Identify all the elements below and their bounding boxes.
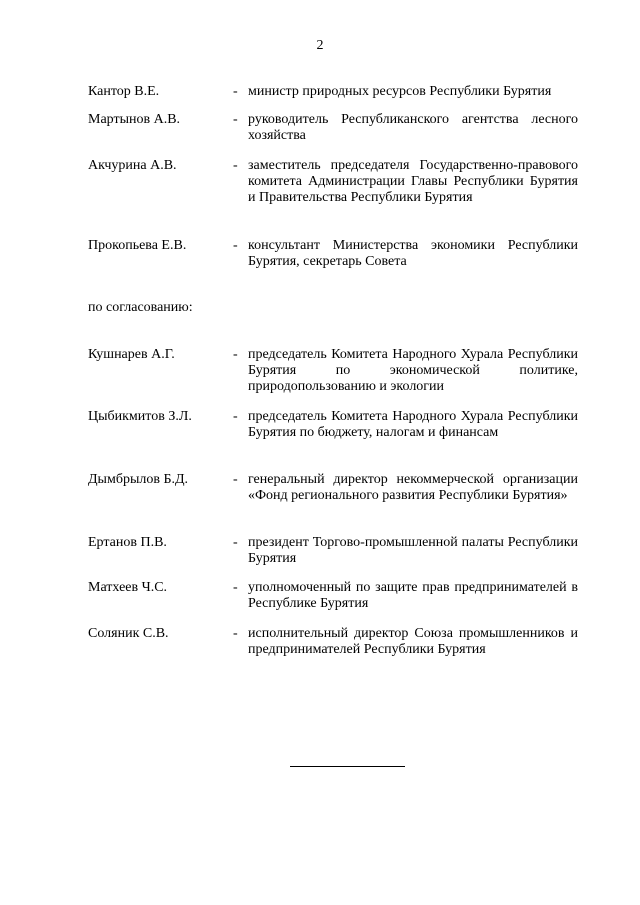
closing-rule	[290, 766, 405, 767]
member-dash: -	[233, 626, 238, 641]
member-role: исполнительный директор Союза промышленников и предпринимателей Республики Бурятия	[248, 626, 578, 657]
section-label: по согласованию:	[88, 300, 193, 315]
member-dash: -	[233, 158, 238, 173]
member-dash: -	[233, 472, 238, 487]
member-name: Цыбикмитов З.Л.	[88, 409, 192, 424]
member-role: президент Торгово-промышленной палаты Республики Бурятия	[248, 535, 578, 566]
member-dash: -	[233, 84, 238, 99]
member-role: председатель Комитета Народного Хурала Республики Бурятия по бюджету, налогам и финансам	[248, 409, 578, 440]
member-name: Дымбрылов Б.Д.	[88, 472, 189, 487]
member-dash: -	[233, 535, 238, 550]
member-dash: -	[233, 112, 238, 127]
member-name: Мартынов А.В.	[88, 112, 181, 127]
member-name: Кантор В.Е.	[88, 84, 160, 99]
member-dash: -	[233, 409, 238, 424]
member-role: заместитель председателя Государственно-правового комитета Администрации Главы Республики Бурятия и Правительства Республики Бурятия	[248, 158, 578, 205]
member-name: Прокопьева Е.В.	[88, 238, 187, 253]
member-role: консультант Министерства экономики Республики Бурятия, секретарь Совета	[248, 238, 578, 269]
member-dash: -	[233, 238, 238, 253]
member-name: Соляник С.В.	[88, 626, 169, 641]
member-name: Матхеев Ч.С.	[88, 580, 168, 595]
member-dash: -	[233, 347, 238, 362]
member-role: председатель Комитета Народного Хурала Республики Бурятия по экономической политике, природопользованию и экологии	[248, 347, 578, 394]
page-number: 2	[316, 38, 324, 53]
member-name: Акчурина А.В.	[88, 158, 177, 173]
member-role: генеральный директор некоммерческой организации «Фонд регионального развития Республики Бурятия»	[248, 472, 578, 503]
member-role: руководитель Республиканского агентства лесного хозяйства	[248, 112, 578, 143]
member-name: Ертанов П.В.	[88, 535, 167, 550]
member-dash: -	[233, 580, 238, 595]
member-name: Кушнарев А.Г.	[88, 347, 175, 362]
member-role: министр природных ресурсов Республики Бурятия	[248, 84, 552, 99]
member-role: уполномоченный по защите прав предпринимателей в Республике Бурятия	[248, 580, 578, 611]
